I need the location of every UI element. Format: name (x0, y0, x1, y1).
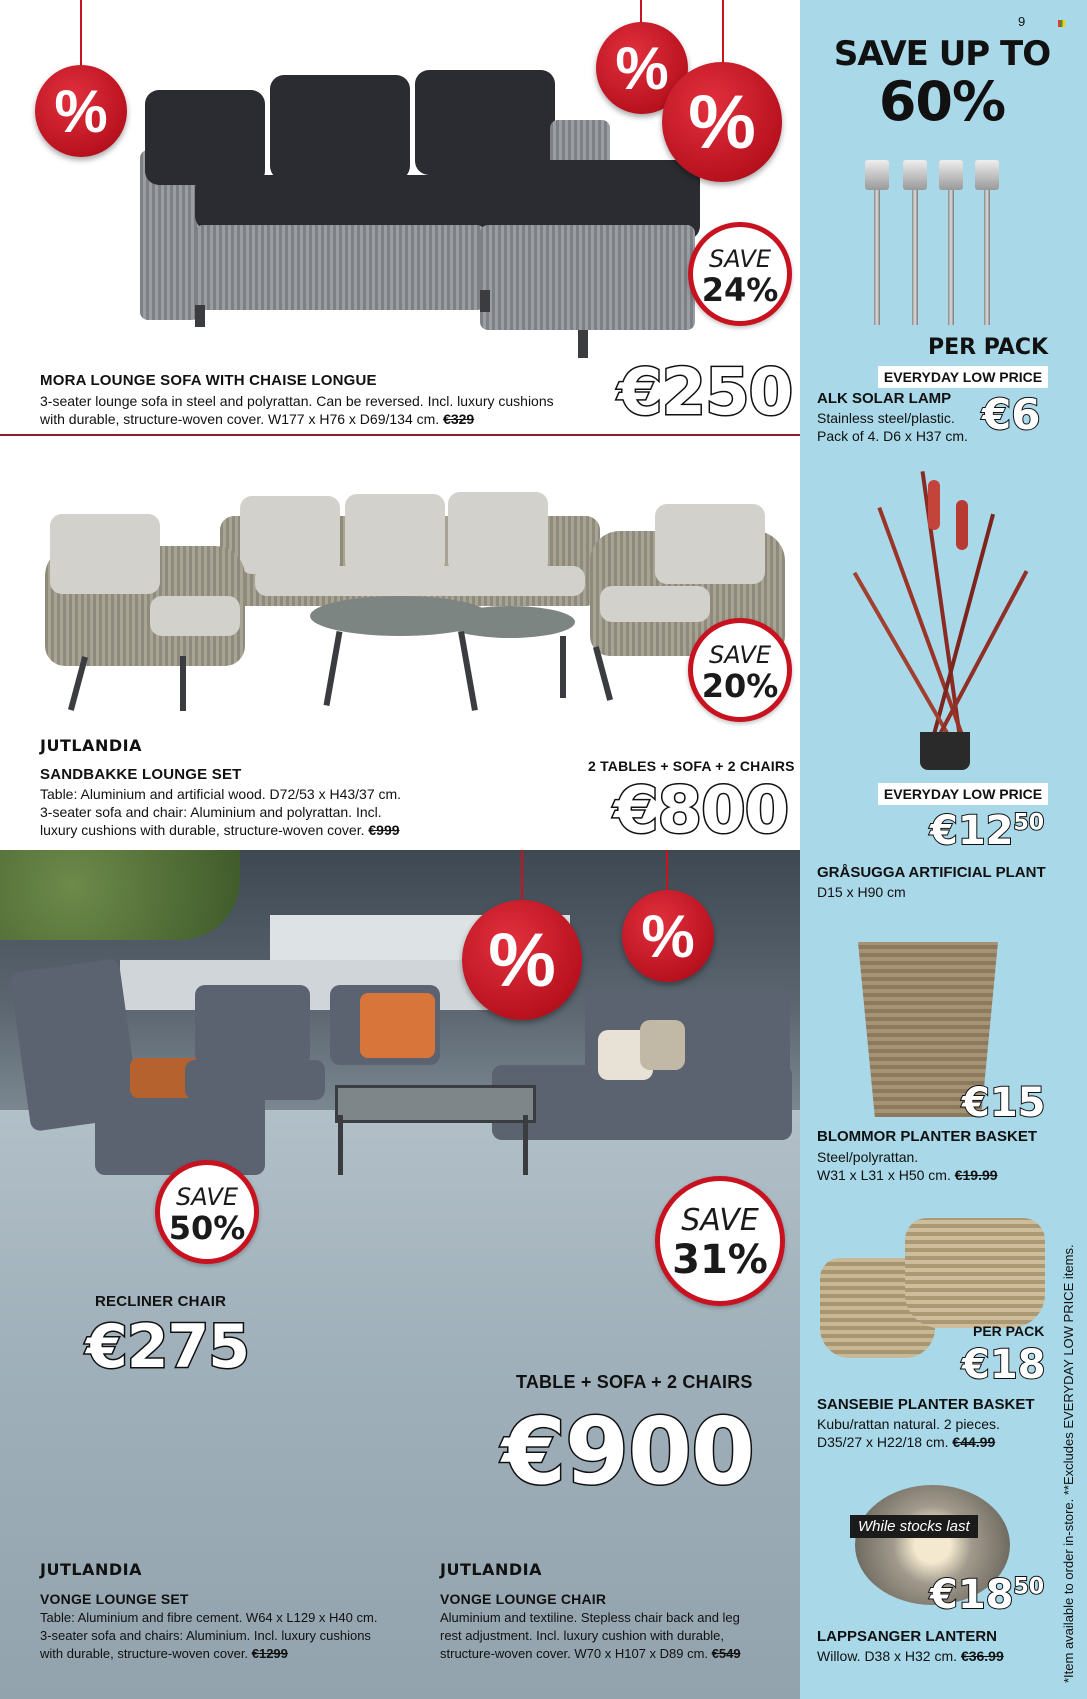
recliner-title: RECLINER CHAIR (95, 1293, 227, 1310)
table-leg (523, 1115, 528, 1175)
mora-leg (578, 330, 588, 358)
save-badge: SAVE 20% (688, 618, 792, 722)
sansebie-description: Kubu/rattan natural. 2 pieces. D35/27 x H22/18 cm. €44.99 (817, 1416, 1000, 1450)
mora-title: MORA LOUNGE SOFA WITH CHAISE LONGUE (40, 372, 377, 389)
mora-leg (195, 305, 205, 327)
sandbakke-old-price: €999 (368, 822, 400, 838)
mora-chaise-base (480, 225, 695, 330)
sandbakke-chair-cushion (655, 504, 765, 584)
blommor-description: Steel/polyrattan. W31 x L31 x H50 cm. €19.99 (817, 1149, 998, 1183)
blommor-old-price: €19.99 (954, 1167, 998, 1183)
solar-price: €6 (982, 390, 1041, 439)
sansebie-price: €18 (962, 1342, 1046, 1388)
vonge-set-label: TABLE + SOFA + 2 CHAIRS (516, 1372, 753, 1392)
percent-tag-icon: % (462, 900, 582, 1020)
blommor-title: BLOMMOR PLANTER BASKET (817, 1128, 1037, 1145)
plant-title: GRÅSUGGA ARTIFICIAL PLANT (817, 864, 1046, 881)
sandbakke-chair-cushion (50, 514, 160, 594)
sandbakke-price: €800 (614, 774, 789, 848)
save-badge: SAVE 24% (688, 222, 792, 326)
artificial-plant-image (880, 470, 1010, 770)
sansebie-per-pack: PER PACK (973, 1323, 1045, 1339)
vonge-set-description: Table: Aluminium and fibre cement. W64 x L129 x H40 cm. 3-seater sofa and chairs: Aluminium. Incl. luxury cushions with durable, structure-woven cover. €1299 (40, 1610, 378, 1661)
plant-price: $€12^{50}$ (930, 808, 1045, 854)
mora-old-price: €329 (443, 411, 475, 427)
page-number: 9 (1018, 14, 1026, 29)
mora-sofa-cushion (270, 75, 410, 180)
photo-hedge (0, 850, 240, 940)
chair-leg (180, 656, 186, 711)
vonge-table (335, 1085, 536, 1123)
sandbakke-sofa-cushion (240, 496, 340, 574)
jutlandia-logo: JUTLANDIA (40, 1560, 142, 1579)
percent-tag-icon: % (622, 890, 714, 982)
save-badge: SAVE 31% (655, 1176, 785, 1306)
vonge-set-title: VONGE LOUNGE SET (40, 1591, 189, 1607)
table-leg (338, 1115, 343, 1175)
vonge-set-old-price: €1299 (251, 1646, 288, 1661)
sansebie-old-price: €44.99 (952, 1434, 996, 1450)
while-stocks-label: While stocks last (850, 1515, 978, 1538)
tag-string (80, 0, 82, 70)
sansebie-title: SANSEBIE PLANTER BASKET (817, 1396, 1035, 1413)
sandbakke-sofa-seat (255, 566, 585, 596)
solar-per-pack: PER PACK (928, 335, 1049, 360)
table-leg (324, 631, 343, 706)
lantern-description: Willow. D38 x H32 cm. €36.99 (817, 1648, 1004, 1664)
mora-sofa-cushion (145, 90, 265, 185)
table-leg (458, 631, 478, 711)
footnote-vertical: *Item available to order in-store. **Excludes EVERYDAY LOW PRICE items. (1061, 1244, 1076, 1683)
sandbakke-description: Table: Aluminium and artificial wood. D72/53 x H43/37 cm. 3-seater sofa and chair: Aluminium and polyrattan. Incl. luxury cushions with durable, structure-woven cover. €999 (40, 786, 402, 838)
mora-section (0, 0, 800, 434)
sandbakke-set-label: 2 TABLES + SOFA + 2 CHAIRS (588, 758, 795, 774)
vonge-chair-title: VONGE LOUNGE CHAIR (440, 1591, 607, 1607)
jutlandia-logo: JUTLANDIA (440, 1560, 542, 1579)
percent-tag-icon: % (35, 65, 127, 157)
sandbakke-chair-seat (150, 596, 240, 636)
mora-sofa-base (195, 225, 485, 310)
color-marks-icon (1058, 20, 1065, 27)
vonge-chair-old-price: €549 (711, 1646, 741, 1661)
sansebie-basket-image (905, 1218, 1045, 1328)
everyday-low-price-label: EVERYDAY LOW PRICE (878, 783, 1048, 805)
sandbakke-title: SANDBAKKE LOUNGE SET (40, 766, 242, 783)
blommor-price: €15 (962, 1080, 1046, 1126)
tag-string (666, 850, 668, 890)
tag-string (521, 850, 523, 905)
everyday-low-price-label: EVERYDAY LOW PRICE (878, 366, 1048, 388)
percent-tag-icon: % (662, 62, 782, 182)
solar-lamp-image (865, 160, 1025, 330)
lantern-title: LAPPSANGER LANTERN (817, 1628, 998, 1645)
mora-description: 3-seater lounge sofa in steel and polyrattan. Can be reversed. Incl. luxury cushions with durable, structure-woven cover. W177 x H76 x D69/134 cm. €329 (40, 393, 554, 427)
mora-leg (480, 290, 490, 312)
vonge-set-price: €900 (502, 1398, 755, 1505)
sandbakke-sofa-cushion (448, 492, 548, 574)
lantern-old-price: €36.99 (960, 1648, 1004, 1664)
tag-string (722, 0, 724, 65)
vonge-chair-seat (185, 1060, 325, 1100)
percent-tag-icon: % (596, 22, 688, 114)
sandbakke-chair-seat (600, 586, 710, 622)
save-badge: SAVE 50% (155, 1160, 259, 1264)
recliner-price: €275 (86, 1312, 249, 1382)
plant-description: D15 x H90 cm (817, 884, 906, 900)
sandbakke-section (0, 436, 800, 850)
table-leg (560, 636, 566, 698)
mora-price: €250 (618, 356, 793, 430)
lantern-price: $€18^{50}$ (930, 1572, 1045, 1618)
save-up-to-header: SAVE UP TO 60% (833, 34, 1051, 133)
sandbakke-sofa-cushion (345, 494, 445, 574)
solar-description: Stainless steel/plastic. Pack of 4. D6 x H37 cm. (817, 410, 968, 444)
orange-pillow (360, 993, 435, 1058)
sofa-pillow (640, 1020, 685, 1070)
vonge-chair-back (195, 985, 310, 1065)
vonge-chair-description: Aluminium and textiline. Stepless chair back and leg rest adjustment. Incl. luxury cushion with durable, structure-woven cover. W70 x H107 x D89 cm. €549 (440, 1610, 741, 1661)
jutlandia-logo: JUTLANDIA (40, 736, 142, 755)
solar-title: ALK SOLAR LAMP (817, 390, 952, 407)
